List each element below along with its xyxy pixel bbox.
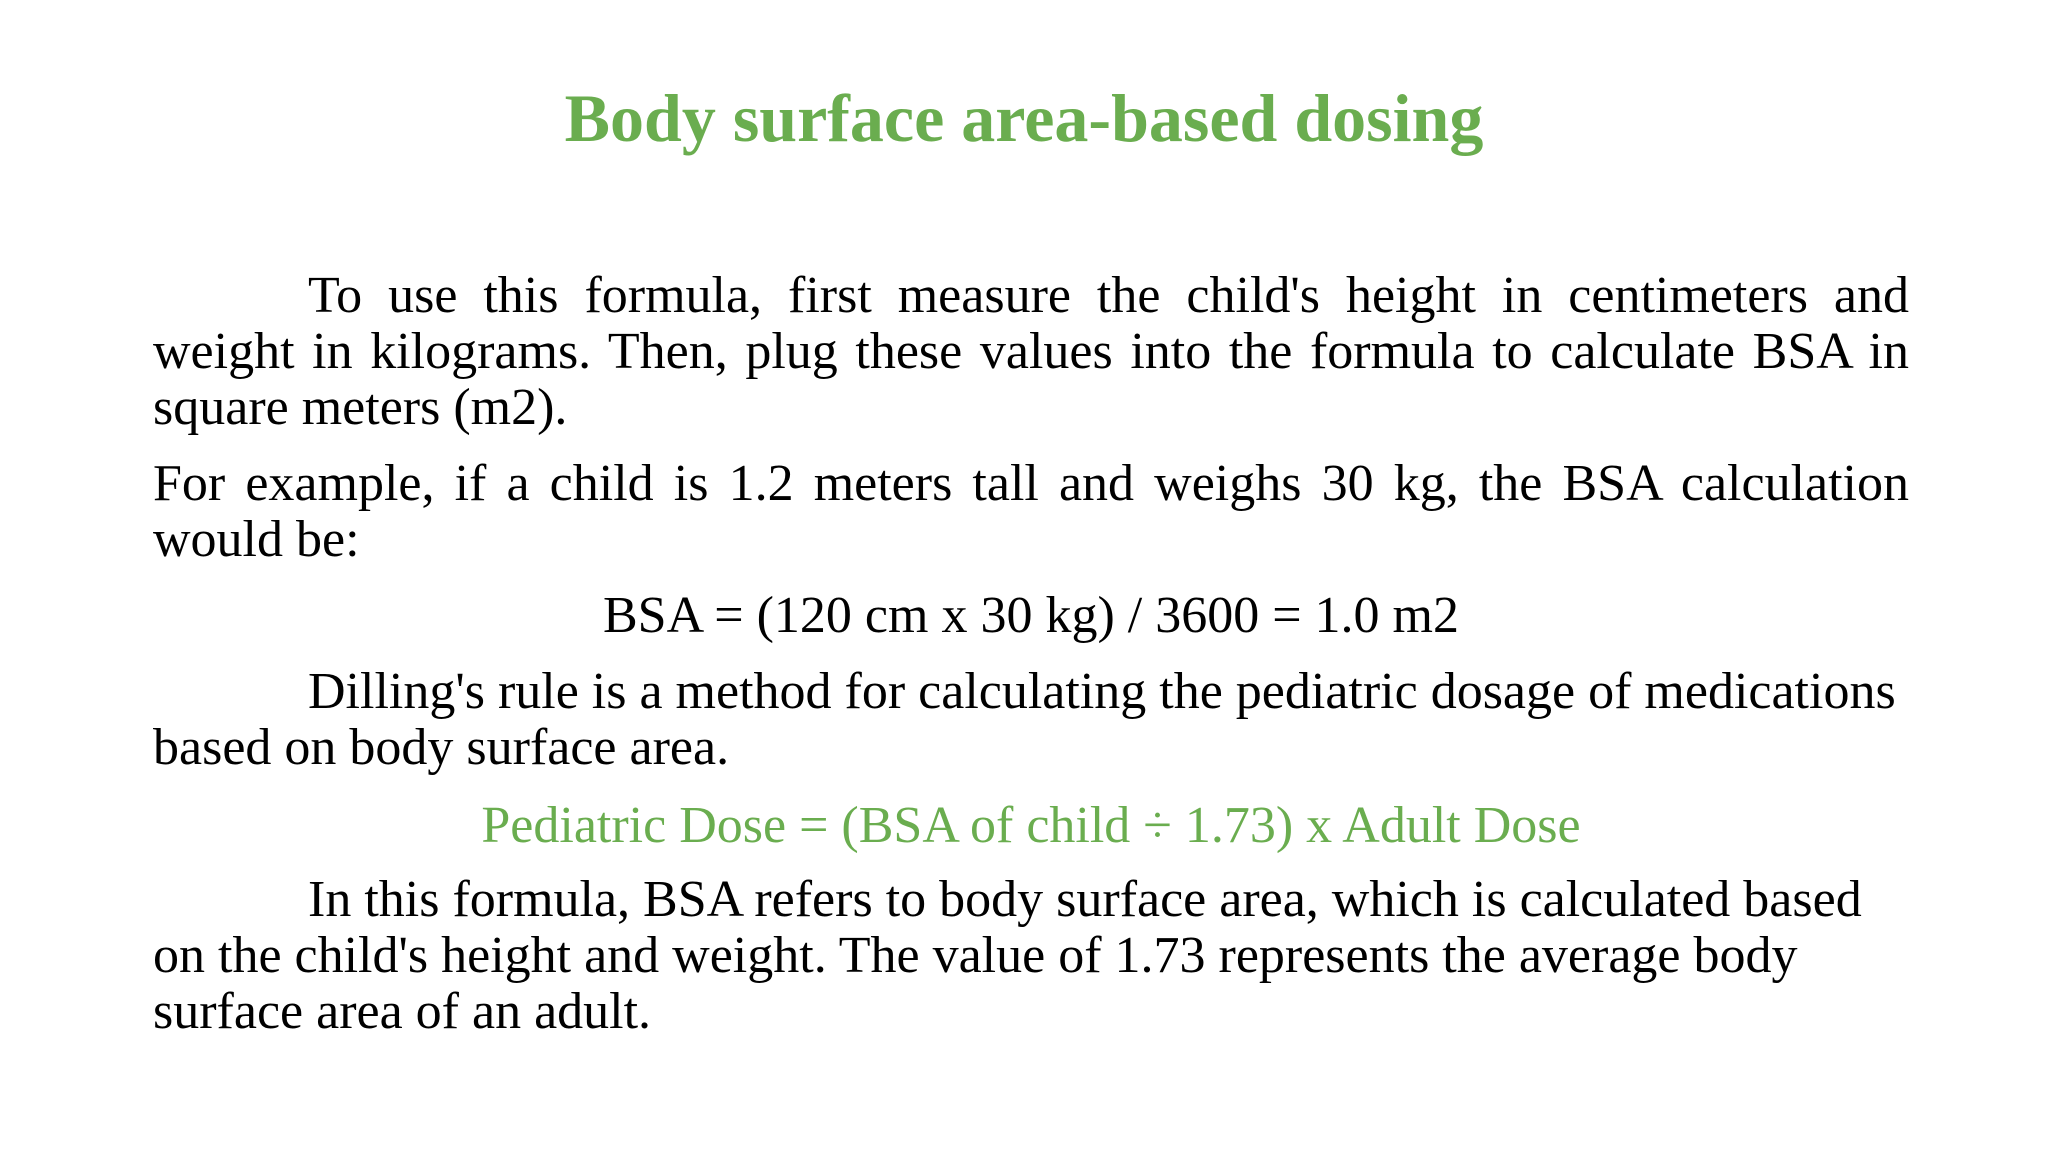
paragraph-measure-instructions: To use this formula, first measure the child's height in centimeters and weight in kilograms. Then, plug these values into the formula to calculate BSA in square meters (m2). — [153, 267, 1909, 436]
paragraph-formula-explanation: In this formula, BSA refers to body surface area, which is calculated based on the child's height and weight. The value of 1.73 represents the average body surface area of an adult. — [153, 871, 1862, 1040]
paragraph-dillings-rule: Dilling's rule is a method for calculating the pediatric dosage of medications based on body surface area. — [153, 663, 1896, 776]
slide-title: Body surface area-based dosing — [564, 80, 1484, 156]
pediatric-dose-formula: Pediatric Dose = (BSA of child ÷ 1.73) x Adult Dose — [481, 797, 1581, 854]
paragraph-example-intro: For example, if a child is 1.2 meters tall and weighs 30 kg, the BSA calculation would be: — [153, 455, 1909, 568]
slide-body — [153, 268, 1909, 1040]
bsa-formula: BSA = (120 cm x 30 kg) / 3600 = 1.0 m2 — [603, 587, 1459, 644]
